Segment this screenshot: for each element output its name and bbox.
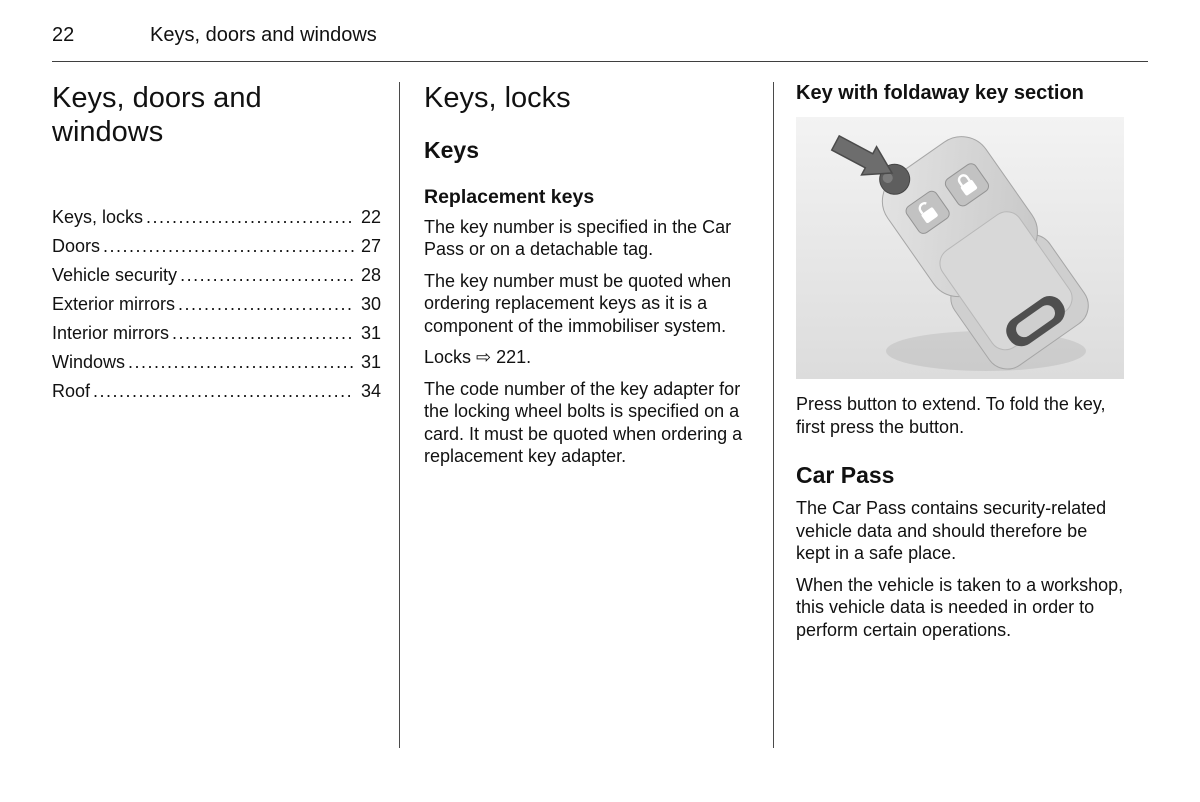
toc-entry-interior-mirrors [52, 323, 381, 345]
toc-entry-page: 30 [360, 294, 381, 315]
toc-column [52, 82, 400, 748]
paragraph: The key number must be quoted when ordering replacement keys as it is a component of the immobiliser system. [424, 270, 732, 336]
toc-entry-label: Doors [52, 236, 101, 257]
paragraph: When the vehicle is taken to a workshop, this vehicle data is needed in order to perform certain operations. [796, 574, 1124, 640]
figure-title: Key with foldaway key section [796, 82, 1084, 104]
page-number: 22 [52, 24, 75, 46]
foldaway-key-image [796, 117, 1124, 379]
toc-entry-label: Keys, locks [52, 207, 144, 228]
page-reference-line [424, 346, 755, 369]
paragraph: The Car Pass contains security-related vehicle data and should therefore be kept in a safe place. [796, 498, 1107, 563]
keys-locks-column [400, 82, 774, 748]
toc-entry-label: Vehicle security [52, 265, 178, 286]
toc-entry-keys-locks [52, 207, 381, 229]
toc-entry-roof [52, 381, 381, 403]
toc-entry-doors [52, 236, 381, 258]
page-header [52, 24, 1148, 47]
topic-title-replacement-keys: Replacement keys [424, 185, 595, 208]
toc-entry-label: Exterior mirrors [52, 294, 176, 315]
paragraph: The code number of the key adapter for the locking wheel bolts is specified on a card. It must be quoted when ordering a replacement key adapter. [424, 378, 743, 467]
section-title: Keys, locks [424, 82, 571, 114]
toc-leader-dots [178, 294, 354, 316]
foldaway-key-figure [796, 117, 1124, 379]
toc-entry-windows [52, 352, 381, 374]
toc-entry-exterior-mirrors [52, 294, 381, 316]
toc-entry-page: 31 [360, 352, 381, 373]
toc-entry-label: Roof [52, 380, 91, 401]
toc-leader-dots [180, 265, 354, 287]
paragraph: The key number is specified in the Car Pass or on a detachable tag. [424, 216, 732, 260]
content-columns [52, 82, 1148, 748]
chapter-main-title-line2: windows [52, 115, 164, 148]
page-ref-arrow-icon: ⇨ [476, 347, 492, 368]
toc-leader-dots [103, 236, 354, 258]
chapter-main-title [52, 82, 381, 149]
page-reference-label: Locks [424, 347, 472, 368]
header-rule [52, 61, 1148, 62]
toc-entry-page: 34 [360, 380, 381, 401]
toc-entry-vehicle-security [52, 265, 381, 287]
chapter-title: Keys, doors and windows [150, 24, 377, 46]
toc-leader-dots [93, 381, 354, 403]
page-reference-number: 221. [496, 347, 532, 368]
toc-entry-label: Windows [52, 352, 126, 373]
toc-entry-label: Interior mirrors [52, 323, 170, 344]
toc-entry-page: 31 [360, 323, 381, 344]
carpass-title: Car Pass [796, 462, 895, 488]
toc-leader-dots [128, 352, 354, 374]
table-of-contents [52, 207, 381, 403]
chapter-main-title-line1: Keys, doors and [52, 82, 262, 114]
subsection-title-keys: Keys [424, 136, 479, 163]
toc-entry-page: 22 [360, 207, 381, 228]
figure-caption: Press button to extend. To fold the key, first press the button. [796, 394, 1106, 437]
foldaway-key-column [774, 82, 1148, 748]
toc-leader-dots [172, 323, 354, 345]
toc-entry-page: 28 [360, 265, 381, 286]
toc-leader-dots [146, 207, 354, 229]
toc-entry-page: 27 [360, 236, 381, 257]
